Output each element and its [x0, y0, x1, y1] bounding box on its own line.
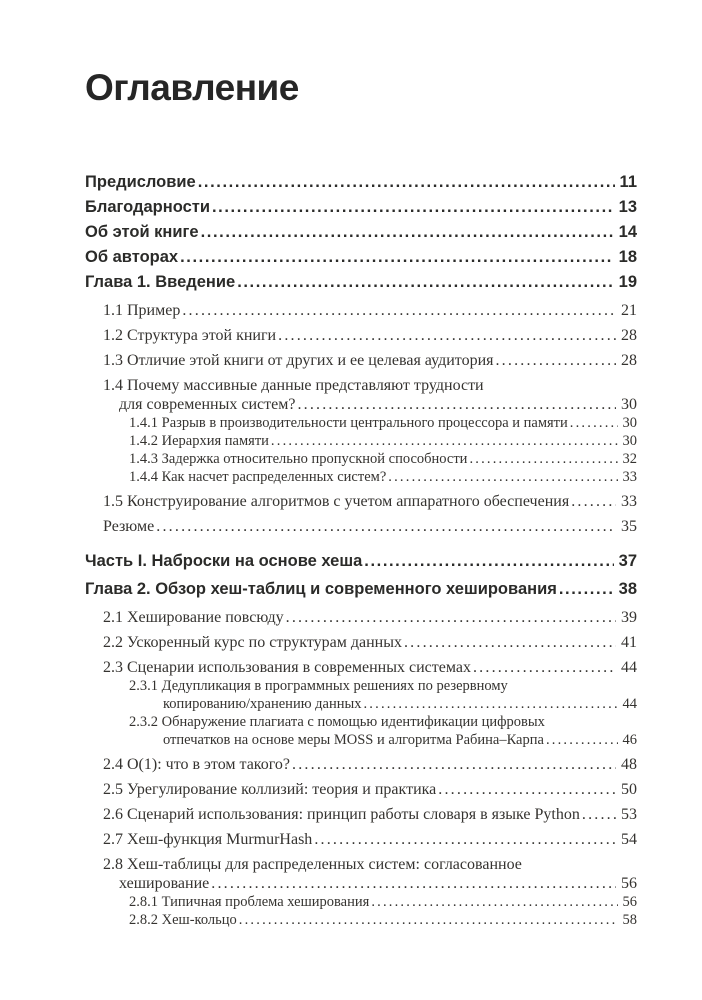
toc-entry-text: Глава 2. Обзор хеш-таблиц и современного хеширования [85, 580, 557, 598]
page-number: 30 [622, 433, 637, 449]
toc-entry [85, 351, 637, 370]
toc-entry-text: для современных систем? [119, 396, 296, 413]
toc-entry-text: 2.6 Сценарий использования: принцип работы словаря в языке Python [103, 806, 580, 823]
dot-leader [467, 450, 617, 468]
dot-leader [312, 830, 616, 849]
page-number: 18 [618, 248, 637, 266]
toc-entry [85, 468, 637, 486]
toc-entry-text: Резюме [103, 518, 155, 535]
page-number: 30 [621, 396, 637, 413]
page-number: 39 [621, 609, 637, 626]
toc-entry-text: Об авторах [85, 248, 179, 266]
dot-leader [237, 911, 618, 929]
page-number: 41 [621, 634, 637, 651]
page-number: 21 [621, 302, 637, 319]
toc-entry [85, 633, 637, 652]
page-title: Оглавление [85, 67, 299, 108]
toc-entry [85, 376, 637, 414]
dot-leader [199, 220, 614, 245]
dot-leader [471, 658, 616, 677]
toc-entry [85, 414, 637, 432]
toc-entry-text: 2.3.2 Обнаружение плагиата с помощью идентификации цифровых [129, 714, 545, 730]
page-number: 46 [622, 732, 637, 748]
dot-leader [580, 805, 616, 824]
toc-entry-text: 1.3 Отличие этой книги от других и ее целевая аудитория [103, 352, 494, 369]
page-number: 32 [622, 451, 637, 467]
toc-entry [85, 855, 637, 893]
page-number: 58 [622, 912, 637, 928]
toc-entry [85, 608, 637, 627]
toc-entry [85, 713, 637, 749]
page-number: 38 [618, 580, 637, 598]
toc-entry-text: копированию/хранению данных [163, 696, 362, 712]
toc-entry [85, 677, 637, 713]
toc-entry-text: Часть I. Наброски на основе хеша [85, 552, 363, 570]
page-number: 56 [621, 875, 637, 892]
toc-entry-text: 2.8.1 Типичная проблема хеширования [129, 894, 370, 910]
page-number: 13 [618, 198, 637, 216]
page-number: 53 [621, 806, 637, 823]
page-number: 50 [621, 781, 637, 798]
toc-entry [85, 195, 637, 220]
dot-leader [493, 351, 616, 370]
toc-entry [85, 805, 637, 824]
toc-list [85, 170, 637, 929]
toc-entry-text: 2.3 Сценарии использования в современных системах [103, 659, 471, 676]
dot-leader [284, 608, 616, 627]
toc-entry-text: 2.1 Хеширование повсюду [103, 609, 284, 626]
dot-leader [402, 633, 616, 652]
toc-entry-text: отпечатков на основе меры MOSS и алгоритма Рабина–Карпа [163, 732, 544, 748]
page-number: 35 [621, 518, 637, 535]
toc-entry-text: 2.5 Урегулирование коллизий: теория и практика [103, 781, 437, 798]
toc-entry [85, 270, 637, 295]
page-number: 54 [621, 831, 637, 848]
dot-leader [178, 245, 614, 270]
toc-entry [85, 245, 637, 270]
dot-leader [209, 874, 616, 893]
dot-leader [369, 893, 617, 911]
toc-entry-text: 1.2 Структура этой книги [103, 327, 277, 344]
toc-entry-text: 2.8 Хеш-таблицы для распределенных систем: согласованное [103, 856, 522, 873]
dot-leader [386, 468, 617, 486]
page-number: 33 [621, 493, 637, 510]
toc-entry [85, 658, 637, 677]
page-number: 30 [622, 415, 637, 431]
toc-entry-text: 2.8.2 Хеш-кольцо [129, 912, 237, 928]
toc-entry [85, 549, 637, 574]
toc-entry-text: 1.4.3 Задержка относительно пропускной способности [129, 451, 468, 467]
toc-entry-text: 2.4 O(1): что в этом такого? [103, 756, 291, 773]
toc-entry [85, 830, 637, 849]
page-number: 14 [618, 223, 637, 241]
dot-leader [235, 270, 613, 295]
toc-entry-text: 1.1 Пример [103, 302, 181, 319]
page-number: 48 [621, 756, 637, 773]
toc-entry-text: 1.4 Почему массивные данные представляют трудности [103, 377, 484, 394]
toc-entry [85, 326, 637, 345]
toc-entry-text: Об этой книге [85, 223, 199, 241]
dot-leader [544, 731, 618, 749]
page-number: 28 [621, 352, 637, 369]
dot-leader [568, 414, 618, 432]
dot-leader [196, 170, 615, 195]
toc-entry-text: Предисловие [85, 173, 196, 191]
toc-entry [85, 911, 637, 929]
page-number: 56 [622, 894, 637, 910]
toc-entry-text: 1.4.1 Разрыв в производительности центрального процессора и памяти [129, 415, 568, 431]
toc-entry-text: 1.4.4 Как насчет распределенных систем? [129, 469, 387, 485]
toc-entry-text: хеширование [119, 875, 210, 892]
dot-leader [569, 492, 616, 511]
dot-leader [295, 395, 616, 414]
dot-leader [154, 517, 616, 536]
page-number: 44 [621, 659, 637, 676]
toc-entry [85, 517, 637, 536]
dot-leader [557, 577, 614, 602]
dot-leader [269, 432, 618, 450]
page-number: 19 [618, 273, 637, 291]
toc-entry-text: 1.4.2 Иерархия памяти [129, 433, 269, 449]
toc-entry-text: 1.5 Конструирование алгоритмов с учетом аппаратного обеспечения [103, 493, 570, 510]
page-number: 44 [622, 696, 637, 712]
toc-entry [85, 301, 637, 320]
toc-entry-text: 2.7 Хеш-функция MurmurHash [103, 831, 313, 848]
toc-entry-text: Глава 1. Введение [85, 273, 236, 291]
toc-entry [85, 755, 637, 774]
toc-entry [85, 492, 637, 511]
dot-leader [436, 780, 616, 799]
dot-leader [180, 301, 616, 320]
page-number: 28 [621, 327, 637, 344]
dot-leader [290, 755, 616, 774]
page-number: 37 [618, 552, 637, 570]
dot-leader [210, 195, 614, 220]
toc-entry [85, 220, 637, 245]
dot-leader [361, 695, 617, 713]
page-number: 33 [622, 469, 637, 485]
toc-entry [85, 780, 637, 799]
page-number: 11 [619, 173, 637, 191]
dot-leader [362, 549, 613, 574]
toc-entry [85, 577, 637, 602]
toc-entry [85, 450, 637, 468]
toc-entry-text: Благодарности [85, 198, 210, 216]
toc-entry-text: 2.2 Ускоренный курс по структурам данных [103, 634, 402, 651]
toc-entry [85, 893, 637, 911]
toc-entry-text: 2.3.1 Дедупликация в программных решениях по резервному [129, 678, 508, 694]
toc-entry [85, 432, 637, 450]
toc-entry [85, 170, 637, 195]
dot-leader [276, 326, 616, 345]
